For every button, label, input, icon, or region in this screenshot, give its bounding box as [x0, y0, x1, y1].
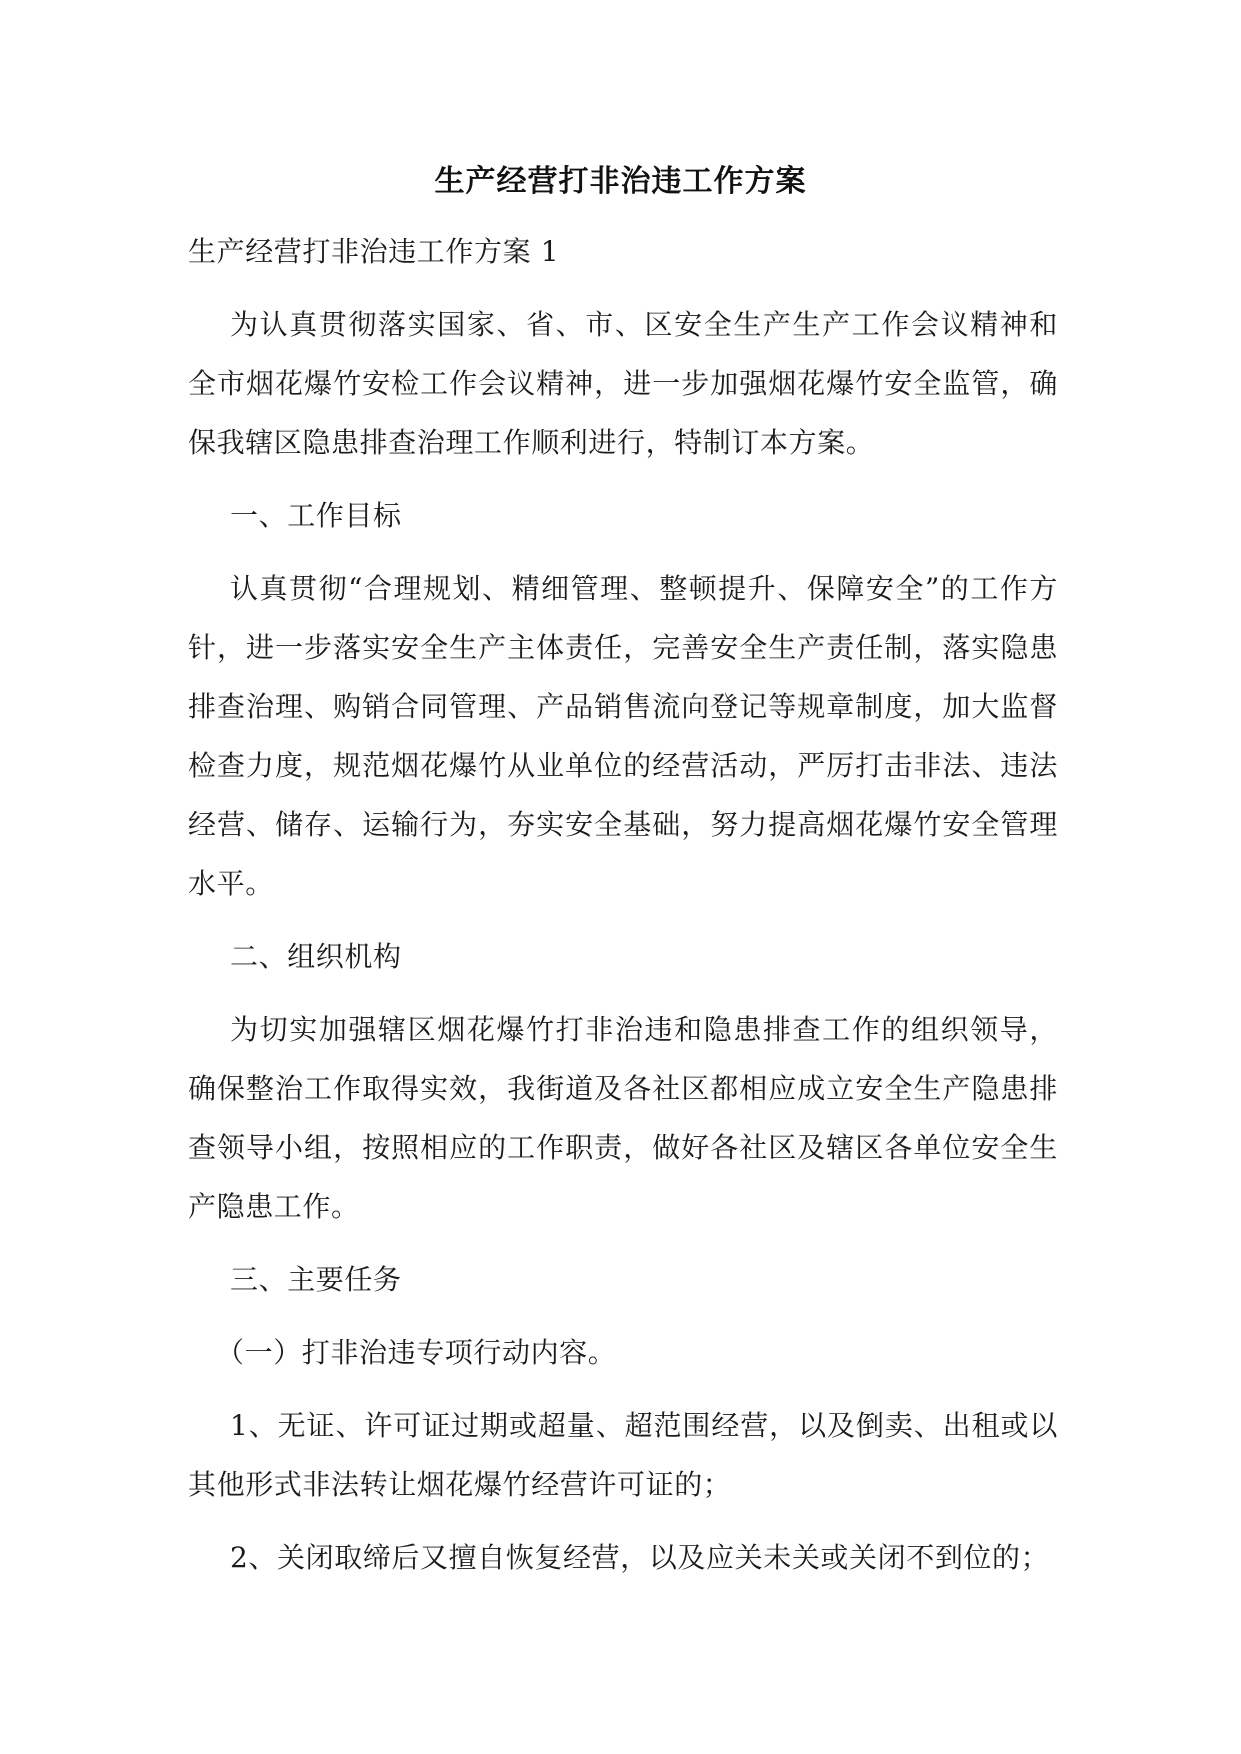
document-body: [188, 222, 1058, 1587]
list-item-2: 2、关闭取缔后又擅自恢复经营，以及应关未关或关闭不到位的；: [230, 1541, 1050, 1574]
paragraph-organization: 为切实加强辖区烟花爆竹打非治违和隐患排查工作的组织领导，确保整治工作取得实效，我街道及各社区都相应成立安全生产隐患排查领导小组，按照相应的工作职责，做好各社区及辖区各单位安全生产隐患工作。: [188, 1013, 1058, 1223]
document-title: 生产经营打非治违工作方案: [434, 164, 807, 199]
heading-organization: 二、组织机构: [230, 940, 402, 973]
subheading-special-action: （一）打非治违专项行动内容。: [216, 1336, 617, 1369]
list-item-1: 1、无证、许可证过期或超量、超范围经营，以及倒卖、出租或以其他形式非法转让烟花爆竹经营许可证的；: [188, 1409, 1058, 1501]
document-subtitle: 生产经营打非治违工作方案 1: [188, 235, 560, 268]
paragraph-work-goals: 认真贯彻“合理规划、精细管理、整顿提升、保障安全”的工作方针，进一步落实安全生产主体责任，完善安全生产责任制，落实隐患排查治理、购销合同管理、产品销售流向登记等规章制度，加大监督检查力度，规范烟花爆竹从业单位的经营活动，严厉打击非法、违法经营、储存、运输行为，夯实安全基础，努力提高烟花爆竹安全管理水平。: [188, 572, 1058, 900]
paragraph-intro: 为认真贯彻落实国家、省、市、区安全生产生产工作会议精神和全市烟花爆竹安检工作会议精神，进一步加强烟花爆竹安全监管，确保我辖区隐患排查治理工作顺利进行，特制订本方案。: [188, 308, 1058, 459]
heading-work-goals: 一、工作目标: [230, 499, 402, 532]
heading-main-tasks: 三、主要任务: [230, 1263, 402, 1296]
